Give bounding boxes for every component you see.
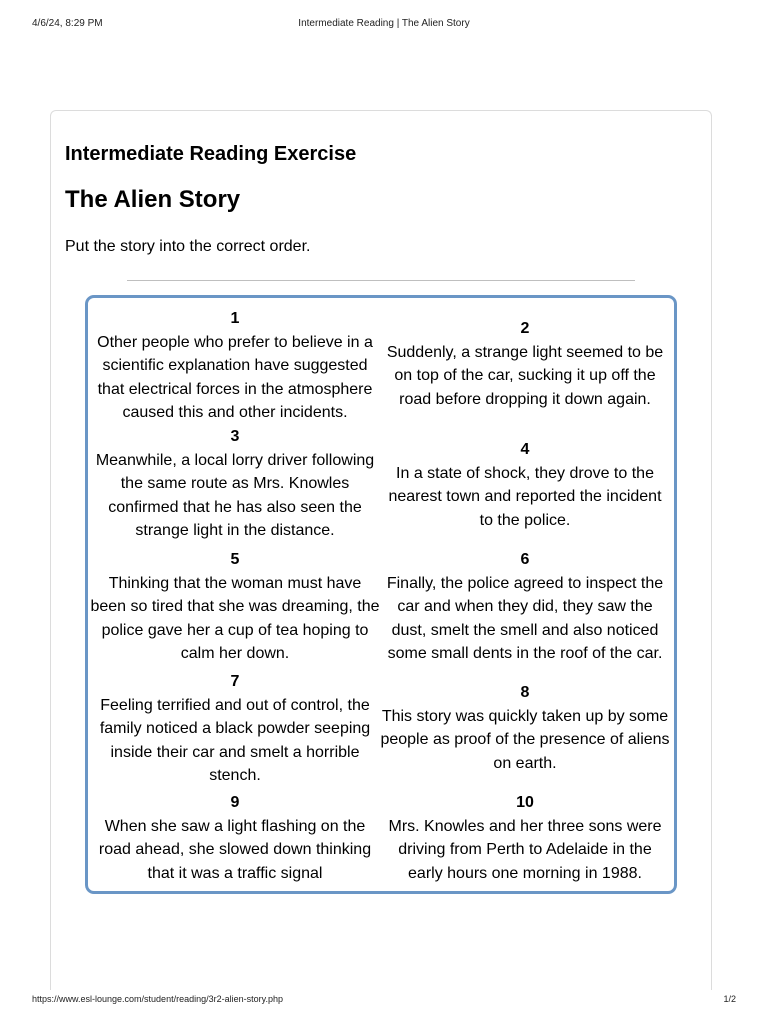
print-datetime: 4/6/24, 8:29 PM xyxy=(32,18,103,29)
story-item-10 xyxy=(380,791,670,885)
story-item-3 xyxy=(90,425,380,543)
exercise-subtitle: Intermediate Reading Exercise xyxy=(65,143,357,165)
story-item-1 xyxy=(90,307,380,425)
story-item-5 xyxy=(90,548,380,666)
story-item-number: 6 xyxy=(520,551,530,568)
story-box xyxy=(85,295,677,894)
story-item-text: Finally, the police agreed to inspect the car and when they did, they saw the dust, smelt the smell and also noticed some small dents in the roof of the car. xyxy=(386,574,664,662)
exercise-instruction: Put the story into the correct order. xyxy=(65,238,311,255)
print-header xyxy=(32,18,736,32)
exercise-title: The Alien Story xyxy=(65,186,241,213)
print-footer xyxy=(32,994,736,1008)
story-item-number: 3 xyxy=(230,428,240,445)
story-item-text: This story was quickly taken up by some people as proof of the presence of aliens on earth. xyxy=(380,707,670,772)
story-item-4 xyxy=(380,438,670,532)
print-page-title: Intermediate Reading | The Alien Story xyxy=(298,18,470,29)
print-page-number: 1/2 xyxy=(723,994,736,1004)
story-item-number: 5 xyxy=(230,551,240,568)
story-item-number: 8 xyxy=(520,684,530,701)
story-item-number: 9 xyxy=(230,794,240,811)
story-item-number: 1 xyxy=(230,310,240,327)
story-item-number: 2 xyxy=(520,320,530,337)
story-item-text: In a state of shock, they drove to the nearest town and reported the incident to the police. xyxy=(388,464,662,529)
story-item-6 xyxy=(380,548,670,666)
exercise-card xyxy=(50,110,712,990)
story-item-text: Suddenly, a strange light seemed to be on top of the car, sucking it up off the road before dropping it down again. xyxy=(386,343,664,408)
divider xyxy=(127,280,635,281)
print-url: https://www.esl-lounge.com/student/reading/3r2-alien-story.php xyxy=(32,994,283,1004)
story-item-text: When she saw a light flashing on the road ahead, she slowed down thinking that it was a traffic signal xyxy=(98,817,372,882)
story-item-number: 4 xyxy=(520,441,530,458)
story-item-text: Mrs. Knowles and her three sons were driving from Perth to Adelaide in the early hours one morning in 1988. xyxy=(388,817,662,882)
story-item-2 xyxy=(380,317,670,411)
story-item-text: Other people who prefer to believe in a scientific explanation have suggested that electrical forces in the atmosphere caused this and other incidents. xyxy=(97,333,373,421)
story-item-text: Feeling terrified and out of control, the family noticed a black powder seeping inside their car and smelt a horrible stench. xyxy=(99,696,371,784)
story-item-text: Thinking that the woman must have been so tired that she was dreaming, the police gave her a cup of tea hoping to calm her down. xyxy=(90,574,380,662)
story-item-7 xyxy=(90,670,380,788)
story-item-number: 10 xyxy=(516,794,534,811)
story-item-text: Meanwhile, a local lorry driver following the same route as Mrs. Knowles confirmed that he has also seen the strange light in the distance. xyxy=(95,451,375,539)
story-item-8 xyxy=(380,681,670,775)
story-item-number: 7 xyxy=(230,673,240,690)
story-item-9 xyxy=(90,791,380,885)
